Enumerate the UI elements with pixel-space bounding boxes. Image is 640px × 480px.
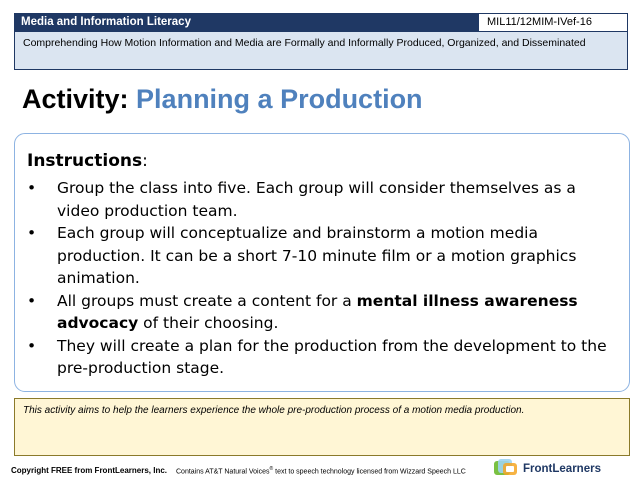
activity-note: This activity aims to help the learners experience the whole pre-production process of a motion media production. — [14, 398, 630, 456]
frontlearners-logo-icon — [493, 458, 521, 478]
att-prefix: Contains AT&T Natural Voices — [176, 468, 270, 476]
bullet-icon: • — [27, 179, 37, 197]
att-suffix: text to speech technology licensed from Wizzard Speech LLC — [273, 468, 466, 476]
bullet-icon: • — [27, 336, 37, 355]
instructions-colon: : — [142, 151, 148, 171]
instructions-list — [15, 177, 615, 380]
instructions-box — [14, 133, 630, 392]
instructions-heading — [27, 151, 148, 171]
bottom-bar — [0, 458, 640, 480]
frontlearners-logo-text: FrontLearners — [523, 463, 601, 475]
registered-mark: ® — [269, 466, 274, 472]
header-bar — [14, 13, 628, 32]
activity-heading — [22, 84, 423, 115]
lesson-code: MIL11/12MIM-IVef-16 — [478, 14, 627, 31]
list-item-text-before: All groups must create a content for a — [57, 291, 357, 310]
list-item-text: Group the class into five. Each group will consider themselves as a video production team. — [57, 179, 576, 220]
att-notice — [176, 466, 466, 475]
bullet-icon: • — [27, 224, 37, 242]
activity-title: Planning a Production — [136, 84, 423, 114]
copyright-text: Copyright FREE from FrontLearners, Inc. — [11, 466, 168, 475]
list-item — [15, 335, 615, 380]
list-item-text-after: of their choosing. — [138, 314, 279, 332]
list-item-text: They will create a plan for the production from the development to the pre-production stage. — [57, 336, 607, 377]
activity-prefix: Activity: — [22, 84, 129, 114]
list-item-text: Each group will conceptualize and brainstorm a motion media production. It can be a short 7-10 minute film or a motion graphics animation. — [57, 224, 577, 287]
list-item — [15, 177, 615, 222]
instructions-label: Instructions — [27, 151, 143, 171]
course-title: Media and Information Literacy — [21, 16, 191, 28]
lesson-subtitle: Comprehending How Motion Information and Media are Formally and Informally Produced, Organized, and Disseminated — [14, 32, 628, 70]
advocacy-topic: mental illness awareness advocacy — [57, 291, 578, 332]
list-item — [15, 222, 615, 290]
bullet-icon: • — [27, 291, 37, 310]
list-item — [15, 290, 615, 335]
